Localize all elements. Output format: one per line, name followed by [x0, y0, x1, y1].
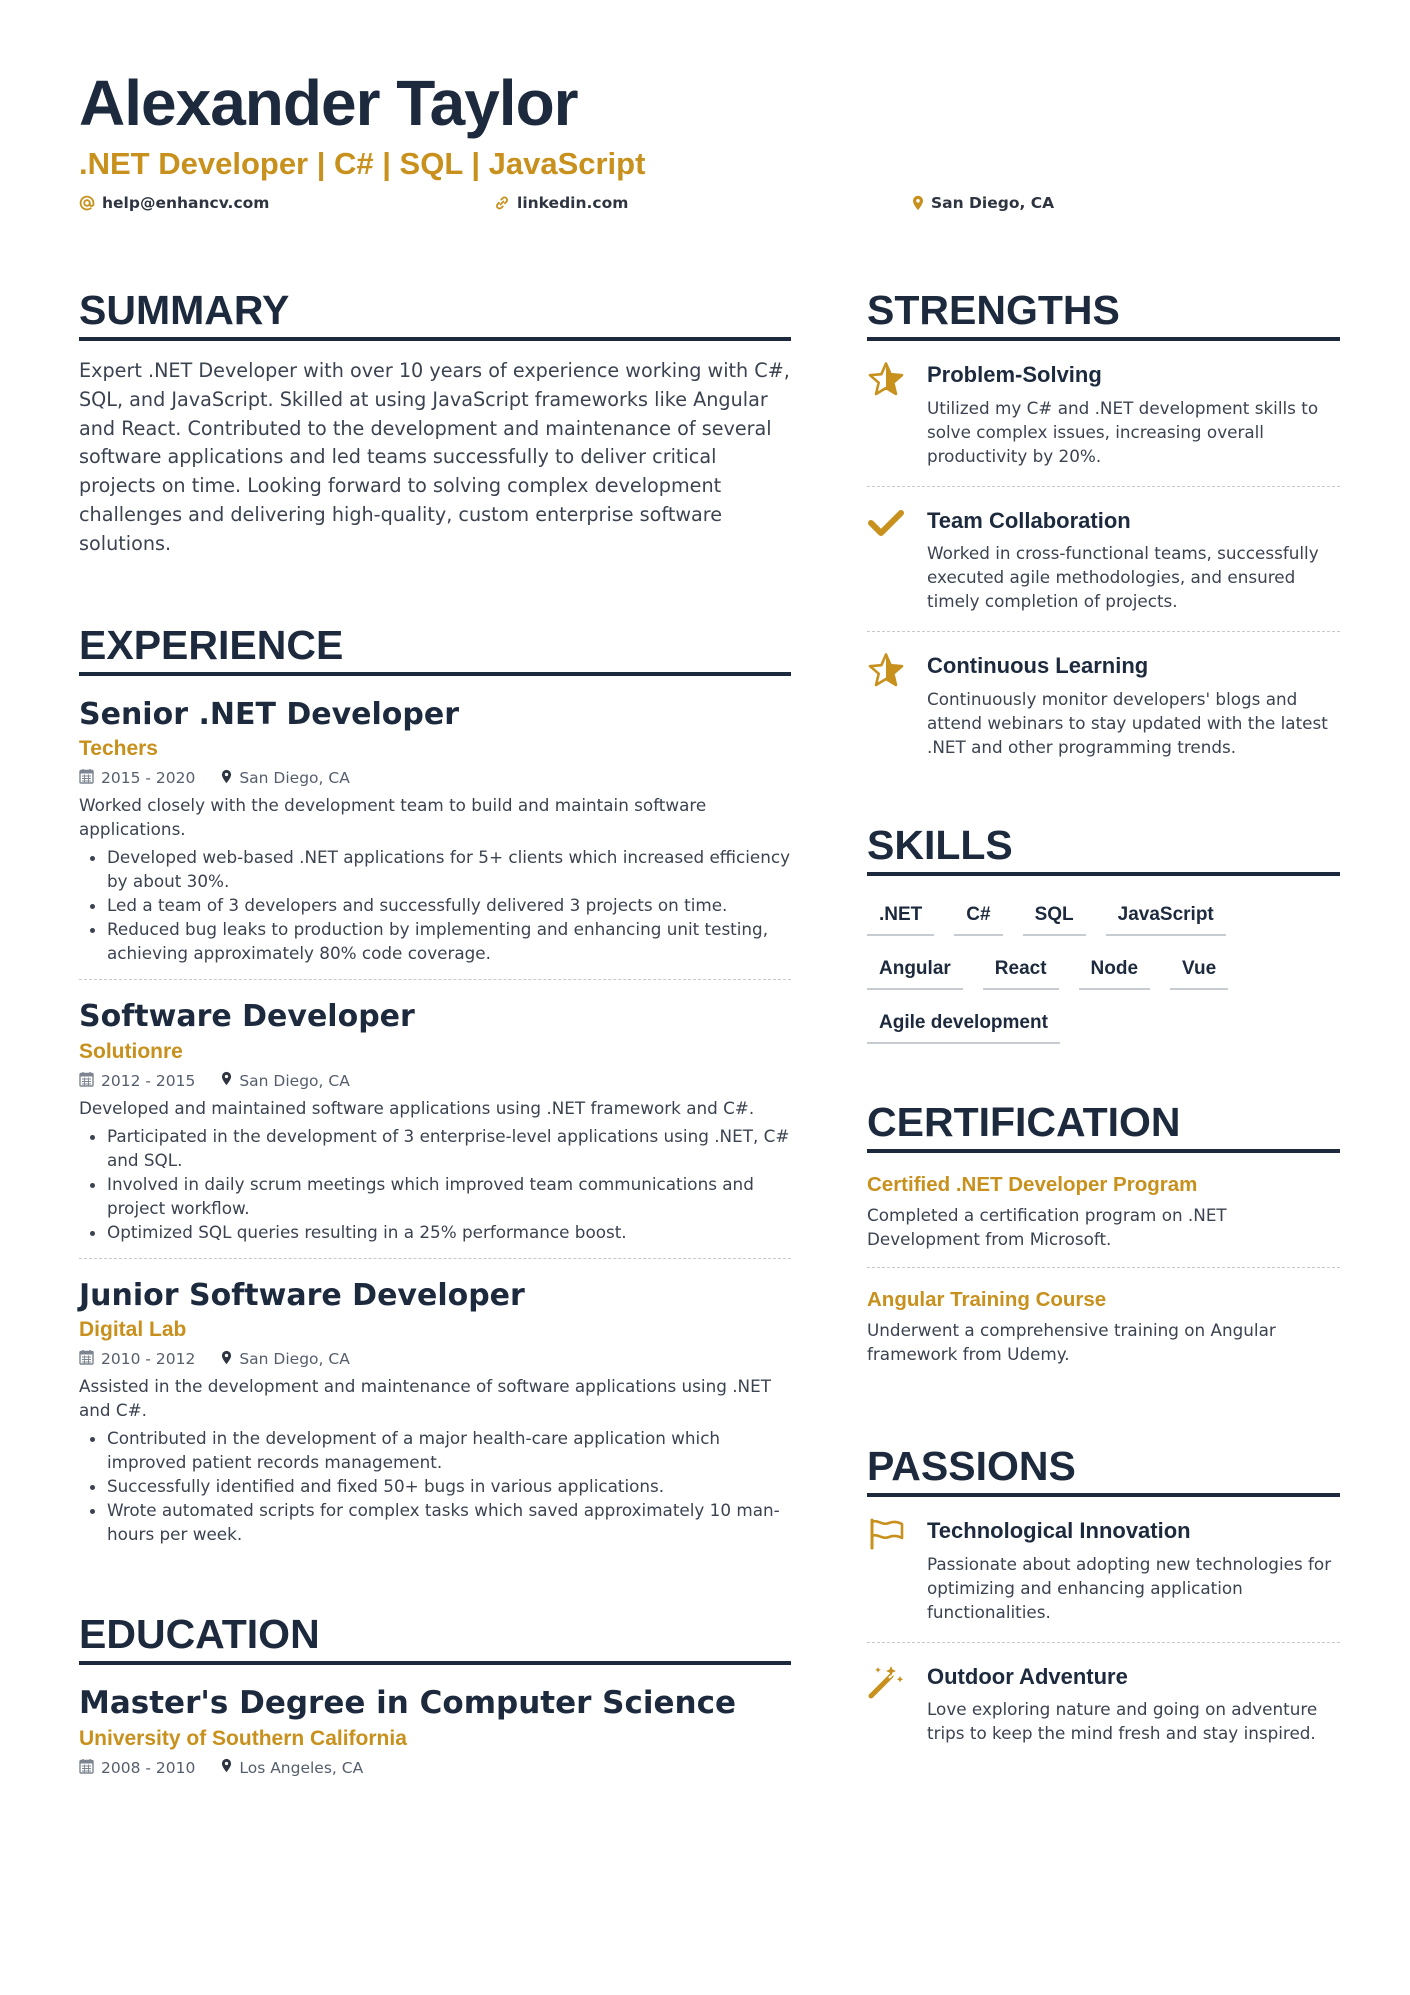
school-name: University of Southern California	[79, 1726, 407, 1750]
passion-description: Love exploring nature and going on adventure trips to keep the mind fresh and stay inspired.	[927, 1699, 1318, 1744]
bullet-item: • Contributed in the development of a major health-care application which improved patient records management.	[107, 1426, 791, 1474]
certification-title: Certified .NET Developer Program	[867, 1173, 1198, 1197]
strength-title: Team Collaboration	[927, 507, 1131, 533]
job-description: Assisted in the development and maintenance of software applications using .NET and C#.	[79, 1376, 771, 1421]
company-name: Digital Lab	[79, 1318, 187, 1342]
skill-tag: Node	[1079, 954, 1151, 990]
calendar-icon	[79, 768, 94, 788]
degree-title: Master's Degree in Computer Science	[79, 1685, 737, 1722]
skill-tag: C#	[954, 900, 1002, 936]
map-pin-icon	[912, 195, 924, 211]
passion-description: Passionate about adopting new technologies for optimizing and enhancing application functionalities.	[927, 1553, 1332, 1622]
skill-tag: Vue	[1170, 954, 1228, 990]
job-title: Senior .NET Developer	[79, 696, 460, 732]
skill-tag: SQL	[1023, 900, 1086, 936]
strength-title: Continuous Learning	[927, 653, 1149, 679]
skill-tag: Agile development	[867, 1008, 1060, 1044]
contact-email[interactable]	[79, 194, 269, 212]
contact-location	[912, 194, 1054, 212]
bullet-item: • Participated in the development of 3 enterprise-level applications using .NET, C# and SQL.	[107, 1124, 791, 1172]
job-title: Software Developer	[79, 999, 415, 1035]
job-dates: 2010 - 2012	[101, 1350, 196, 1369]
skill-tag: React	[983, 954, 1059, 990]
experience-heading: EXPERIENCE	[79, 623, 791, 676]
job-meta	[79, 1349, 791, 1369]
education-entry	[79, 1685, 791, 1777]
location-text: San Diego, CA	[931, 194, 1055, 212]
company-name: Techers	[79, 737, 158, 761]
calendar-icon	[79, 1758, 94, 1778]
map-pin-icon	[221, 1350, 232, 1369]
summary-text: Expert .NET Developer with over 10 years of experience working with C#, SQL, and JavaScript. Skilled at using JavaScript frameworks like Angular and React. Contributed to the development and maintenance of several software applications and led teams successfully to deliver critical projects on time. Looking forward to solving complex development challenges and delivering high-quality, custom enterprise software solutions.	[79, 359, 790, 555]
bullet-item: • Involved in daily scrum meetings which improved team communications and project workflow.	[107, 1172, 791, 1220]
skills-section	[867, 823, 1340, 1044]
candidate-name: Alexander Taylor	[79, 67, 578, 139]
passion-title: Outdoor Adventure	[927, 1663, 1128, 1689]
experience-entry	[79, 979, 791, 1258]
skills-list	[867, 900, 1340, 1044]
strength-item	[867, 631, 1340, 777]
email-text: help@enhancv.com	[102, 194, 270, 212]
checkmark-icon	[867, 524, 905, 543]
contact-bar	[0, 194, 1410, 218]
experience-entry	[79, 696, 791, 980]
job-location: San Diego, CA	[239, 769, 350, 788]
skill-tag: JavaScript	[1106, 900, 1226, 936]
passion-title: Technological Innovation	[927, 1518, 1191, 1544]
strengths-heading: STRENGTHS	[867, 288, 1340, 341]
strength-description: Continuously monitor developers' blogs and attend webinars to stay updated with the latest .NET and other programming trends.	[927, 688, 1328, 757]
strength-description: Worked in cross-functional teams, successfully executed agile methodologies, and ensured timely completion of projects.	[927, 543, 1319, 612]
job-bullets	[79, 845, 791, 965]
education-meta	[79, 1758, 791, 1778]
calendar-icon	[79, 1349, 94, 1369]
at-sign-icon	[79, 195, 95, 211]
passion-item	[867, 1497, 1340, 1642]
contact-linkedin[interactable]	[494, 194, 628, 212]
strength-item	[867, 486, 1340, 632]
passions-heading: PASSIONS	[867, 1444, 1340, 1497]
job-dates: 2015 - 2020	[101, 769, 196, 788]
job-bullets	[79, 1426, 791, 1546]
bullet-item: • Wrote automated scripts for complex tasks which saved approximately 10 man-hours per week.	[107, 1498, 791, 1546]
magic-wand-icon	[867, 1684, 905, 1703]
strength-description: Utilized my C# and .NET development skills to solve complex issues, increasing overall productivity by 20%.	[927, 397, 1319, 466]
education-dates: 2008 - 2010	[101, 1758, 196, 1777]
experience-entry	[79, 1258, 791, 1561]
passion-item	[867, 1642, 1340, 1764]
map-pin-icon	[221, 769, 232, 788]
education-section	[79, 1612, 791, 1777]
summary-section	[79, 288, 791, 559]
job-description: Worked closely with the development team to build and maintain software applications.	[79, 795, 707, 840]
bullet-item: • Successfully identified and fixed 50+ bugs in various applications.	[107, 1474, 791, 1498]
company-name: Solutionre	[79, 1039, 183, 1063]
job-dates: 2012 - 2015	[101, 1071, 196, 1090]
bullet-item: • Led a team of 3 developers and successfully delivered 3 projects on time.	[107, 893, 791, 917]
link-icon	[494, 195, 510, 211]
strength-title: Problem-Solving	[927, 362, 1102, 388]
certification-description: Completed a certification program on .NET Development from Microsoft.	[867, 1205, 1227, 1250]
job-meta	[79, 768, 791, 788]
certification-section	[867, 1100, 1340, 1382]
job-location: San Diego, CA	[239, 1350, 350, 1369]
star-icon	[867, 382, 905, 401]
skill-tag: .NET	[867, 900, 934, 936]
education-heading: EDUCATION	[79, 1612, 791, 1665]
calendar-icon	[79, 1071, 94, 1091]
linkedin-text: linkedin.com	[517, 194, 629, 212]
job-bullets	[79, 1124, 791, 1244]
summary-heading: SUMMARY	[79, 288, 791, 341]
left-column	[79, 288, 791, 1778]
right-column	[867, 288, 1340, 1763]
job-location: San Diego, CA	[239, 1071, 350, 1090]
certification-item	[867, 1153, 1340, 1267]
certification-item	[867, 1267, 1340, 1382]
skills-heading: SKILLS	[867, 823, 1340, 876]
strengths-section	[867, 288, 1340, 777]
certification-description: Underwent a comprehensive training on Angular framework from Udemy.	[867, 1320, 1276, 1365]
strength-item	[867, 341, 1340, 486]
education-location: Los Angeles, CA	[239, 1758, 364, 1777]
headline: .NET Developer | C# | SQL | JavaScript	[79, 146, 646, 181]
job-description: Developed and maintained software applications using .NET framework and C#.	[79, 1097, 755, 1118]
job-meta	[79, 1071, 791, 1091]
experience-section	[79, 623, 791, 1561]
star-icon	[867, 673, 905, 692]
bullet-item: • Developed web-based .NET applications for 5+ clients which increased efficiency by about 30%.	[107, 845, 791, 893]
skill-tag: Angular	[867, 954, 963, 990]
bullet-item: • Optimized SQL queries resulting in a 25% performance boost.	[107, 1220, 791, 1244]
job-title: Junior Software Developer	[79, 1277, 525, 1313]
map-pin-icon	[221, 1758, 232, 1777]
map-pin-icon	[221, 1071, 232, 1090]
flag-icon	[867, 1536, 905, 1555]
certification-heading: CERTIFICATION	[867, 1100, 1340, 1153]
passions-section	[867, 1444, 1340, 1763]
bullet-item: • Reduced bug leaks to production by implementing and enhancing unit testing, achieving approximately 80% code coverage.	[107, 917, 791, 965]
certification-title: Angular Training Course	[867, 1288, 1107, 1312]
